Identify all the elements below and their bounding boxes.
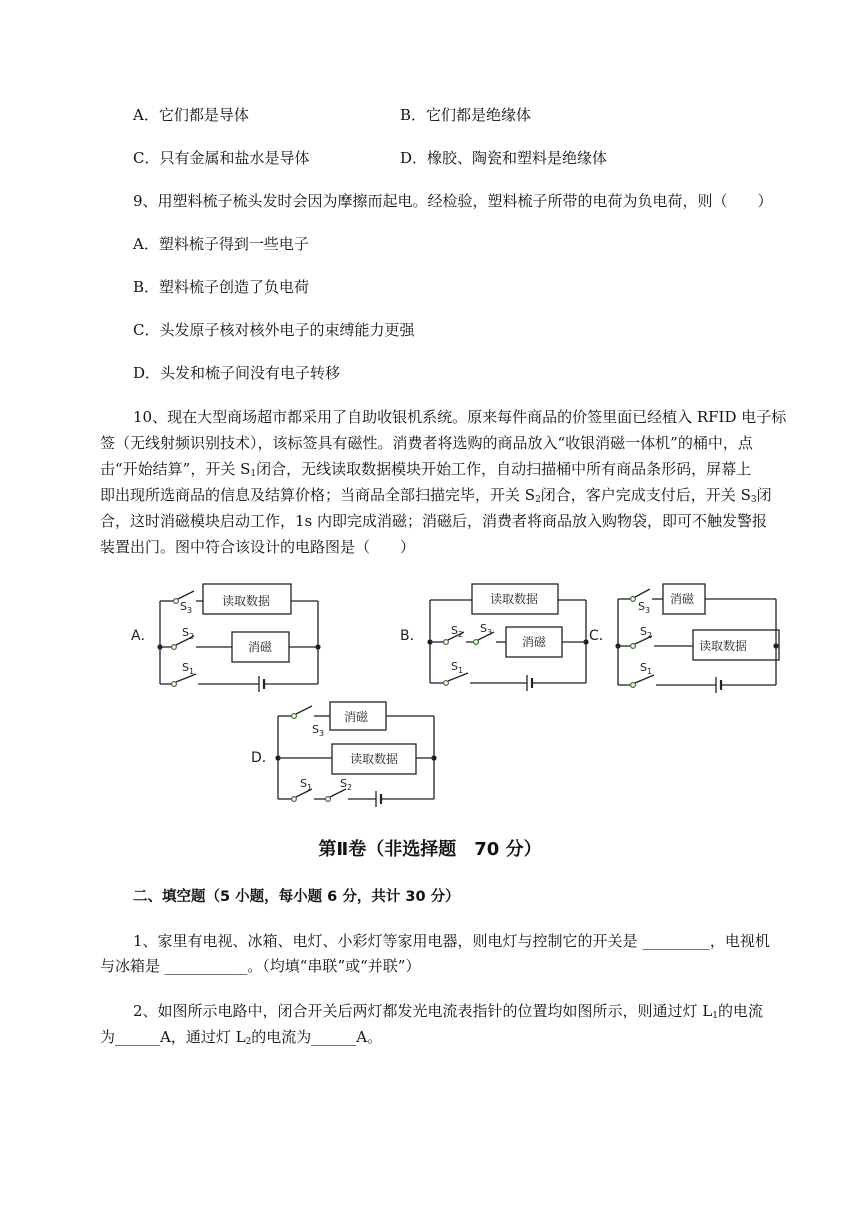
q10-text: 闭合，客户完成支付后，开关 S — [540, 486, 751, 504]
switch-letter: S — [340, 777, 347, 790]
box-read-a: 读取数据 — [222, 594, 271, 608]
switch-s3-b — [480, 622, 492, 637]
switch-s1-b — [451, 660, 463, 675]
fq2-text: 2、如图所示电路中，闭合开关后两灯都发光电流表指针的位置均如图所示，则通过灯 L — [133, 1002, 713, 1020]
circuit-c-label: C． — [589, 628, 613, 644]
box-degauss-d: 消磁 — [344, 710, 369, 724]
switch-letter: S — [300, 777, 307, 790]
switch-s1-d — [300, 777, 312, 792]
switch-letter: S — [480, 622, 487, 635]
q10-stem-line2: 签（无线射频识别技术），该标签具有磁性。消费者将选购的商品放入“收银消磁一体机”的桶中，点 — [100, 434, 753, 452]
switch-sub: 2 — [457, 630, 464, 639]
switch-letter: S — [451, 660, 458, 673]
fq2-sub: 2 — [245, 1037, 252, 1047]
fill-q1-line1: 1、家里有电视、冰箱、电灯、小彩灯等家用电器，则电灯与控制它的开关是 _________，电视机 — [133, 932, 770, 950]
switch-letter: S — [182, 661, 189, 674]
fq2-text: 的电流为______A。 — [251, 1028, 383, 1046]
switch-sub: 3 — [186, 606, 193, 615]
box-degauss-c: 消磁 — [670, 592, 695, 606]
switch-letter: S — [312, 723, 319, 736]
q10-sub: 2 — [535, 495, 541, 505]
switch-s1-a — [182, 661, 194, 676]
switch-sub: 3 — [486, 628, 493, 637]
switch-s1-c — [640, 661, 652, 676]
switch-s2-c — [640, 625, 652, 640]
switch-letter: S — [638, 600, 645, 613]
section-2-title: 第Ⅱ卷（非选择题 70 分） — [318, 839, 542, 860]
switch-s3-a — [180, 600, 192, 615]
q10-text: 闭 — [756, 486, 772, 504]
switch-s2-a — [182, 626, 194, 641]
switch-sub: 1 — [188, 667, 195, 676]
q10-stem-line5: 合，这时消磁模块启动工作，1s 内即完成消磁；消磁后，消费者将商品放入购物袋，即可不触发警报 — [100, 512, 768, 530]
switch-s3-d — [312, 723, 324, 738]
fq2-text: 的电流 — [718, 1002, 764, 1020]
box-degauss-a: 消磁 — [248, 640, 273, 654]
q10-stem-line6: 装置出门。图中符合该设计的电路图是（ ） — [100, 538, 416, 556]
switch-s3-c — [638, 600, 650, 615]
q9-option-d: D．头发和梳子间没有电子转移 — [133, 364, 341, 382]
fill-q1-line2: 与冰箱是 ___________。（均填“串联”或“并联”） — [100, 957, 421, 975]
switch-sub: 1 — [306, 783, 313, 792]
circuit-b-label: B． — [400, 628, 424, 644]
q9-stem: 9、用塑料梳子梳头发时会因为摩擦而起电。经检验，塑料梳子所带的电荷为负电荷，则（ ） — [133, 192, 773, 210]
q10-sub: 1 — [250, 469, 257, 479]
circuit-d-label: D． — [251, 750, 276, 766]
q8-option-d: D．橡胶、陶瓷和塑料是绝缘体 — [400, 149, 608, 167]
switch-sub: 2 — [646, 631, 653, 640]
fq2-text: 为______A，通过灯 L — [100, 1028, 246, 1046]
switch-s2-d — [340, 777, 352, 792]
switch-sub: 3 — [644, 606, 651, 615]
fill-q2-line1 — [133, 1000, 763, 1027]
fill-q2-line2 — [100, 1026, 382, 1053]
switch-sub: 2 — [346, 783, 353, 792]
switch-letter: S — [640, 625, 647, 638]
q9-option-b: B．塑料梳子创造了负电荷 — [133, 278, 310, 296]
switch-letter: S — [182, 626, 189, 639]
box-read-c: 读取数据 — [699, 639, 748, 653]
switch-letter: S — [180, 600, 187, 613]
fq2-sub: 1 — [712, 1011, 719, 1021]
switch-sub: 2 — [188, 632, 195, 641]
q10-stem-line1: 10、现在大型商场超市都采用了自助收银机系统。原来每件商品的价签里面已经植入 RFID 电子标 — [133, 408, 787, 426]
switch-s2-b — [451, 624, 463, 639]
switch-letter: S — [451, 624, 458, 637]
q8-option-b: B．它们都是绝缘体 — [400, 106, 532, 124]
q10-sub: 3 — [750, 495, 757, 505]
box-read-d: 读取数据 — [350, 752, 399, 766]
q10-text: 闭合，无线读取数据模块开始工作，自动扫描桶中所有商品条形码，屏幕上 — [256, 460, 752, 478]
fill-in-heading: 二、填空题（5 小题，每小题 6 分，共计 30 分） — [133, 889, 460, 905]
circuit-a-label: A． — [131, 628, 155, 644]
q9-option-c: C．头发原子核对核外电子的束缚能力更强 — [133, 321, 415, 339]
q8-option-c: C．只有金属和盐水是导体 — [133, 149, 310, 167]
q9-option-a: A．塑料梳子得到一些电子 — [133, 235, 309, 253]
q10-text: 即出现所选商品的信息及结算价格；当商品全部扫描完毕，开关 S — [100, 486, 536, 504]
q10-text: 击“开始结算”，开关 S — [100, 460, 251, 478]
switch-sub: 1 — [646, 667, 653, 676]
q8-option-a: A．它们都是导体 — [133, 106, 249, 124]
junction-dots — [157, 639, 778, 760]
switch-sub: 1 — [457, 666, 464, 675]
box-degauss-b: 消磁 — [522, 635, 547, 649]
switch-sub: 3 — [318, 729, 325, 738]
box-read-b: 读取数据 — [490, 592, 539, 606]
switch-letter: S — [640, 661, 647, 674]
